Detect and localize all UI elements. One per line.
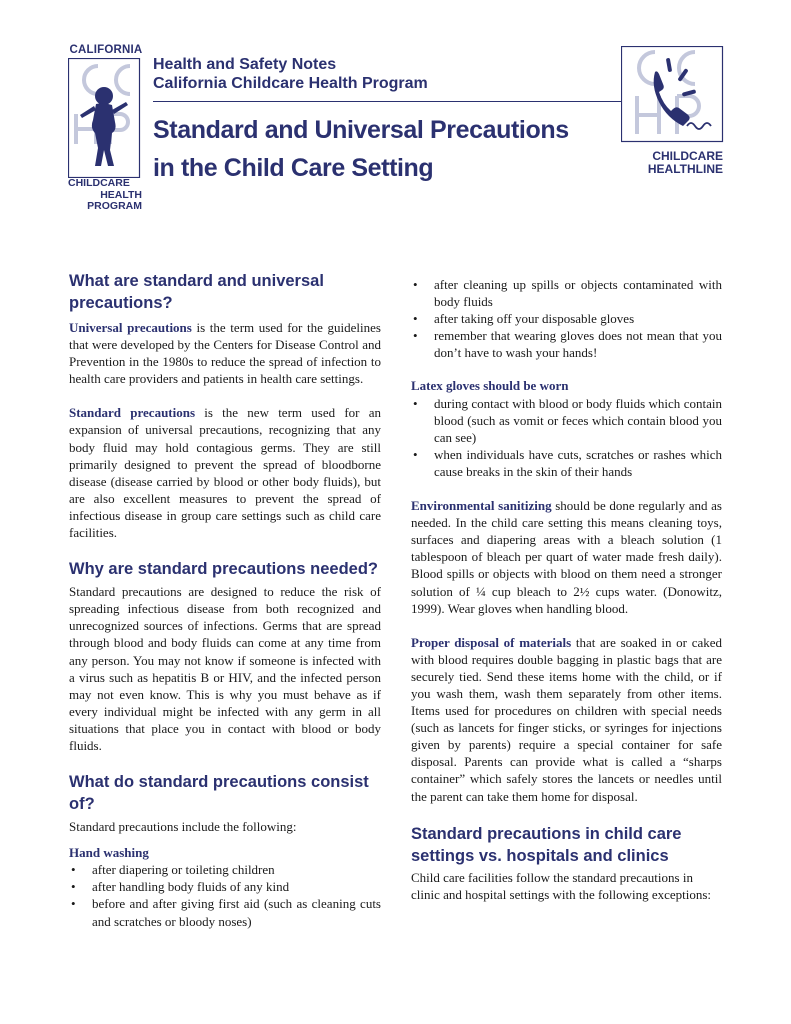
term-environmental-sanitizing: Environmental sanitizing [411, 498, 552, 514]
latex-gloves-label: Latex gloves should be worn [411, 378, 569, 394]
section-heading-child-care-vs-hospitals: Standard precautions in child care settings vs. hospitals and clinics [411, 824, 682, 865]
header-divider [153, 101, 621, 102]
list-item: • before and after giving first aid (such as cleaning cuts and scratches or bloody noses) [69, 895, 381, 929]
section-heading-consist-of: What do standard precautions consist of? [69, 773, 369, 814]
list-item: • remember that wearing gloves does not mean that you don’t have to wash your hands! [411, 327, 722, 361]
environmental-sanitizing-paragraph: Environmental sanitizing should be done regularly and as needed. In the child care setting this means cleaning toys, surfaces and diapering areas with a bleach solution (1 tablespoon of bleach per quart of water made fresh daily). Blood spills or objects with blood on them need a stronger solution of ¼ cup bleach to 2½ cups water. (Donowitz, 1999). Wear gloves when handling blood. [411, 498, 722, 616]
why-needed-paragraph: Standard precautions are designed to reduce the risk of spreading infectious disease from both recognized and unrecognized sources of infections. Germs that are spread through blood and body fluids can come at any time from any person. You may not know if someone is infected with a virus such as hepatitis B or HIV, and the infected person may not even know. This is why you must behave as if every individual might be infected with any germ in all situations that place you in contact with blood or body fluids. [69, 584, 381, 753]
left-column [69, 270, 381, 930]
list-item: • after diapering or toileting children [69, 861, 381, 878]
list-item: • after cleaning up spills or objects contaminated with body fluids [411, 276, 722, 310]
right-column [411, 276, 722, 903]
hand-washing-label: Hand washing [69, 845, 149, 861]
document-title-line-2: in the Child Care Setting [153, 154, 434, 182]
list-item: • after taking off your disposable gloves [411, 310, 722, 327]
term-universal-precautions: Universal precautions [69, 320, 192, 335]
child-care-vs-hospitals-paragraph: Child care facilities follow the standard precautions in clinic and hospital settings with the following exceptions: [411, 869, 712, 902]
standard-precautions-paragraph: Standard precautions is the new term used for an expansion of universal precautions, recognizing that any body fluid may hold contagious germs. They are still primarily designed to prevent the spread of bloodborne disease (disease carried by blood or other body fluids), but are also excellent measures to prevent the spread of infectious disease in group care settings such as child care facilities. [69, 405, 381, 541]
childcare-healthline-logo [621, 46, 725, 186]
logo-left-bottom-label: CHILDCARE HEALTH PROGRAM [68, 177, 142, 212]
series-title-line-2: California Childcare Health Program [153, 75, 428, 92]
universal-precautions-paragraph: Universal precautions is the term used for the guidelines that were developed by the Centers for Disease Control and Prevention in the 1980s to reduce the spread of infection to health care providers and patients in health care settings. [69, 320, 381, 387]
term-proper-disposal: Proper disposal of materials [411, 634, 572, 650]
cchp-logo [68, 44, 144, 214]
consist-of-intro: Standard precautions include the following: [69, 819, 297, 835]
series-title-line-1: Health and Safety Notes [153, 56, 337, 73]
list-item: • after handling body fluids of any kind [69, 878, 381, 895]
document-title [153, 111, 569, 187]
list-item: • when individuals have cuts, scratches or rashes which cause breaks in the skin of their hands [411, 446, 722, 480]
telephone-handset-icon [621, 46, 725, 146]
section-heading-what-are: What are standard and universal precautions? [69, 272, 324, 312]
term-standard-precautions: Standard precautions [69, 405, 196, 421]
proper-disposal-paragraph: Proper disposal of materials that are soaked in or caked with blood requires double bagging in plastic bags that are securely tied. Send these items home with the child, or if you wash them, wash them separately from other items. Items used for procedures on children with special needs (such as lancets for finger sticks, or syringes for injections given by parents) require a special container for safe disposal. Parents can provide what is called a “sharps container” which safely stores the lancets or needles until the parent can take them home for disposal. [411, 634, 723, 804]
series-title [153, 55, 428, 93]
latex-gloves-list [411, 395, 722, 480]
logo-left-top-label: CALIFORNIA [69, 44, 143, 56]
document-title-line-1: Standard and Universal Precautions [153, 116, 569, 144]
list-item: • during contact with blood or body fluids which contain blood (such as vomit or feces which contain blood you can see) [411, 395, 722, 446]
cchp-child-logo-icon [68, 58, 144, 178]
hand-washing-list-continued [411, 276, 722, 361]
hand-washing-list [69, 861, 381, 929]
logo-right-bottom-label: CHILDCARE HEALTHLINE [647, 149, 723, 176]
section-heading-why-needed: Why are standard precautions needed? [69, 560, 378, 579]
